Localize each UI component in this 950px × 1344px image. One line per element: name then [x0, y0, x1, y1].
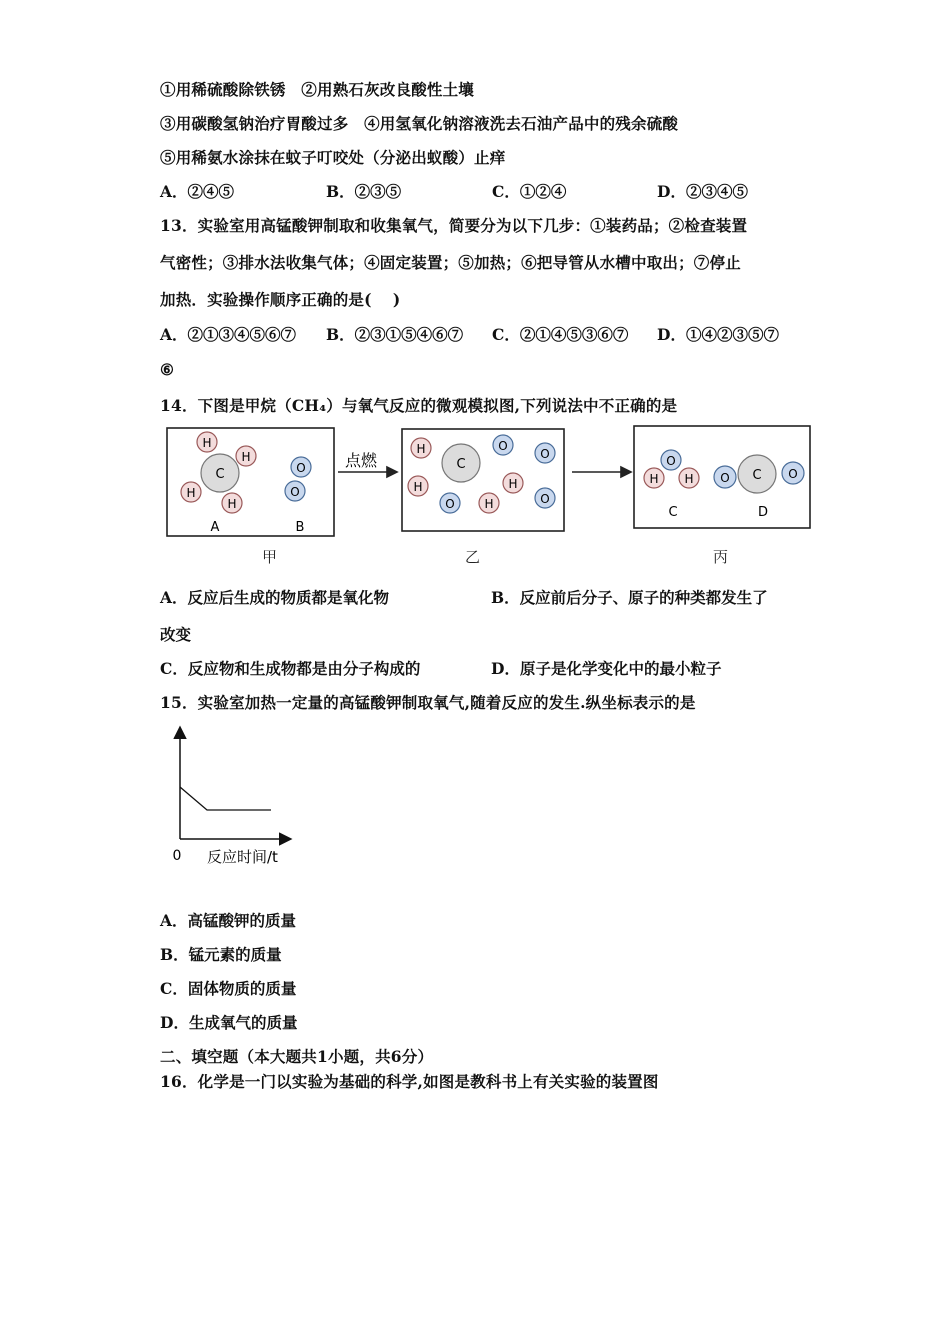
atom-label: H: [186, 486, 196, 500]
label-a: A: [210, 520, 220, 535]
caption-yi: 乙: [465, 548, 481, 566]
q13-option-b: B．②③①⑤④⑥⑦: [326, 325, 464, 344]
caption-bing: 丙: [713, 548, 729, 566]
water-molecule: [644, 450, 699, 488]
atom-label: O: [540, 447, 550, 461]
atom-label: O: [540, 492, 550, 506]
origin-label: 0: [172, 848, 182, 864]
q12-option-d: D．②③④⑤: [657, 182, 748, 201]
atom-label: O: [666, 454, 676, 468]
atom-label: H: [416, 442, 426, 456]
q13-line2: 气密性；③排水法收集气体；④固定装置；⑤加热；⑥把导管从水槽中取出；⑦停止: [160, 253, 741, 272]
q15-stem: 15．实验室加热一定量的高锰酸钾制取氧气,随着反应的发生.纵坐标表示的是: [160, 693, 696, 712]
separated-atoms: [408, 435, 555, 513]
q12-line3: ⑤用稀氨水涂抹在蚊子叮咬处（分泌出蚁酸）止痒: [160, 148, 506, 167]
atom-label: H: [508, 477, 518, 491]
q13-option-a: A．②①③④⑤⑥⑦: [160, 325, 297, 344]
q14-stem: 14．下图是甲烷（CH₄）与氧气反应的微观模拟图,下列说法中不正确的是: [160, 396, 678, 415]
x-axis-label: 反应时间/t: [207, 848, 278, 866]
q12-line1: ①用稀硫酸除铁锈 ②用熟石灰改良酸性土壤: [160, 80, 475, 99]
atom-label: O: [498, 439, 508, 453]
q13-option-c: C．②①④⑤③⑥⑦: [492, 325, 629, 344]
atom-label: O: [445, 497, 455, 511]
atom-label: H: [413, 480, 423, 494]
q13-option-d-overflow: ⑥: [160, 360, 174, 379]
atom-label: H: [484, 497, 494, 511]
label-d: D: [757, 505, 769, 520]
carbon-dioxide-molecule: [714, 455, 804, 493]
q14-option-b: B．反应前后分子、原子的种类都发生了: [491, 588, 768, 607]
q14-option-b-cont: 改变: [160, 625, 192, 644]
q12-line2: ③用碳酸氢钠治疗胃酸过多 ④用氢氧化钠溶液洗去石油产品中的残余硫酸: [160, 114, 679, 133]
label-c: C: [668, 505, 678, 520]
atom-label: O: [788, 467, 798, 481]
oxygen-molecule: [285, 457, 311, 501]
q12-option-c: C．①②④: [492, 182, 567, 201]
atom-label: O: [720, 471, 730, 485]
atom-label: H: [241, 450, 251, 464]
atom-label: C: [215, 467, 225, 482]
q15-option-b: B．锰元素的质量: [160, 945, 282, 964]
methane-molecule: [181, 432, 256, 513]
q12-option-a: A．②④⑤: [160, 182, 235, 201]
atom-label: H: [649, 472, 659, 486]
q15-option-d: D．生成氧气的质量: [160, 1013, 298, 1032]
section-heading: 二、填空题（本大题共1小题，共6分）: [160, 1047, 434, 1066]
atom-label: H: [684, 472, 694, 486]
q14-option-a: A．反应后生成的物质都是氧化物: [160, 588, 390, 607]
q12-option-b: B．②③⑤: [326, 182, 402, 201]
q13-option-d: D．①④②③⑤⑦: [657, 325, 779, 344]
q15-option-a: A．高锰酸钾的质量: [160, 911, 297, 930]
mass-curve: [180, 787, 271, 810]
q14-option-c: C．反应物和生成物都是由分子构成的: [160, 659, 421, 678]
caption-jia: 甲: [262, 548, 278, 566]
label-b: B: [295, 520, 305, 535]
atom-label: O: [290, 485, 300, 499]
atom-label: O: [296, 461, 306, 475]
arrow-label: 点燃: [344, 451, 378, 470]
atom-label: C: [752, 468, 762, 483]
q15-option-c: C．固体物质的质量: [160, 979, 297, 998]
atom-label: H: [227, 497, 237, 511]
q16-stem: 16．化学是一门以实验为基础的科学,如图是教科书上有关实验的装置图: [160, 1072, 659, 1091]
q13-line3: 加热．实验操作顺序正确的是( ): [160, 290, 401, 309]
q13-line1: 13．实验室用高锰酸钾制取和收集氧气，简要分为以下几步：①装药品；②检查装置: [160, 216, 748, 235]
q15-graph: [165, 722, 310, 870]
atom-label: H: [202, 436, 212, 450]
atom-label: C: [456, 457, 466, 472]
q14-option-d: D．原子是化学变化中的最小粒子: [491, 659, 722, 678]
